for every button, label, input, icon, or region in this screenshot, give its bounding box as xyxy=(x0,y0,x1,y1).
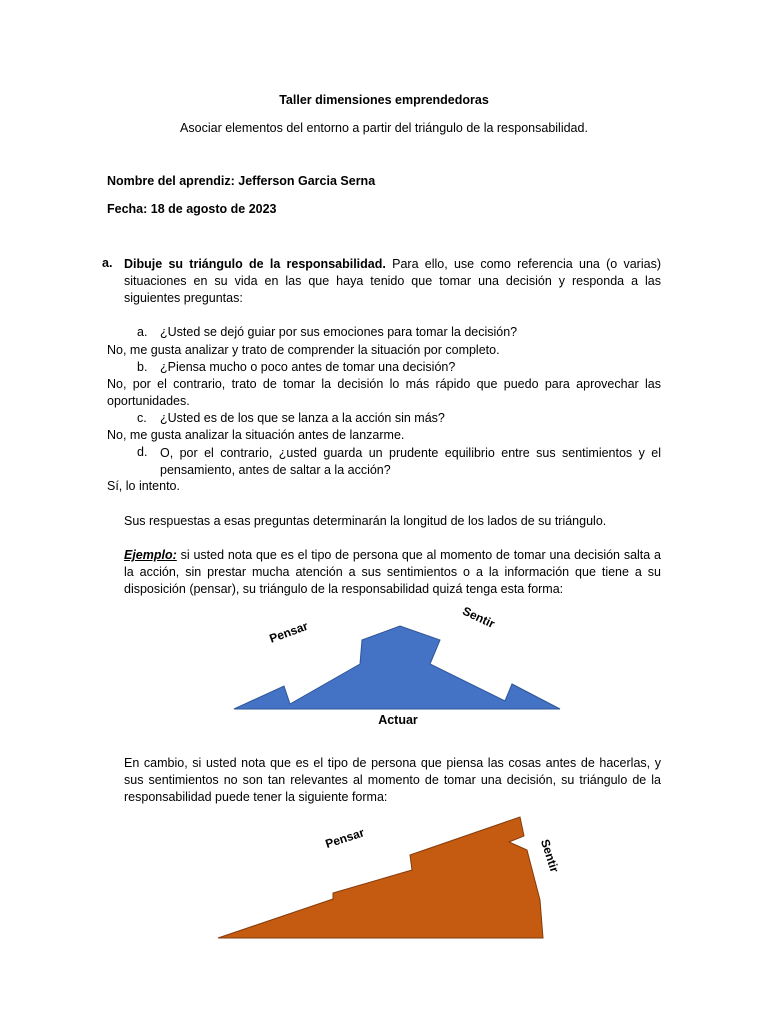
note-text: Sus respuestas a esas preguntas determinarán la longitud de los lados de su triángulo. xyxy=(124,514,607,528)
student-name: Nombre del aprendiz: Jefferson Garcia Serna xyxy=(107,174,376,188)
answer-text: No, me gusta analizar y trato de comprender la situación por completo. xyxy=(107,343,500,357)
question-text: ¿Piensa mucho o poco antes de tomar una decisión? xyxy=(160,360,456,374)
example-text: si usted nota que es el tipo de persona que al momento de tomar una decisión salta a la acción, sin prestar mucha atención a sus sentimientos o a la información que tiene a su disposición (pensar), su triángulo de la responsabilidad quizá tenga esta forma: xyxy=(124,548,661,596)
question-text: O, por el contrario, ¿usted guarda un prudente equilibrio entre sus sentimientos y el pensamiento, antes de saltar a la acción? xyxy=(160,446,661,477)
triangle-label-sentir: Sentir xyxy=(460,603,498,631)
question-marker: a. xyxy=(137,325,148,339)
question-text: ¿Usted se dejó guiar por sus emociones para tomar la decisión? xyxy=(160,325,518,339)
question-text: ¿Usted es de los que se lanza a la acción sin más? xyxy=(160,411,445,425)
example-label: Ejemplo: xyxy=(124,548,177,562)
triangle-label-pensar: Pensar xyxy=(267,618,310,646)
question-marker: c. xyxy=(137,411,147,425)
triangle-diagram-action xyxy=(0,600,768,740)
example-paragraph xyxy=(124,547,661,598)
triangle-label-actuar: Actuar xyxy=(378,713,418,727)
document-date: Fecha: 18 de agosto de 2023 xyxy=(107,202,277,216)
section-a-heading: Dibuje su triángulo de la responsabilidad. xyxy=(124,257,386,271)
answer-text: No, me gusta analizar la situación antes de lanzarme. xyxy=(107,428,405,442)
section-a-intro xyxy=(124,256,661,307)
paragraph-2: En cambio, si usted nota que es el tipo de persona que piensa las cosas antes de hacerlas, y sus sentimientos no son tan relevantes al momento de tomar una decisión, su triángulo de la responsabilidad puede tener la siguiente forma: xyxy=(124,756,661,804)
document-subtitle: Asociar elementos del entorno a partir del triángulo de la responsabilidad. xyxy=(180,121,588,135)
document-title: Taller dimensiones emprendedoras xyxy=(279,93,489,107)
question-marker: d. xyxy=(137,445,148,459)
answer-text: Sí, lo intento. xyxy=(107,479,180,493)
question-marker: b. xyxy=(137,360,148,374)
triangle-label-pensar: Pensar xyxy=(323,825,366,852)
triangle-label-sentir: Sentir xyxy=(537,837,562,875)
section-a-text: Para ello, use como referencia una (o varias) situaciones en su vida en las que haya tenido que tomar una decisión y responda a las siguientes preguntas: xyxy=(124,257,661,305)
section-marker: a. xyxy=(102,256,113,270)
answer-text: No, por el contrario, trato de tomar la decisión lo más rápido que puedo para aprovechar las oportunidades. xyxy=(107,377,661,408)
triangle-diagram-thinking xyxy=(0,800,768,950)
triangle-shape xyxy=(218,817,543,938)
